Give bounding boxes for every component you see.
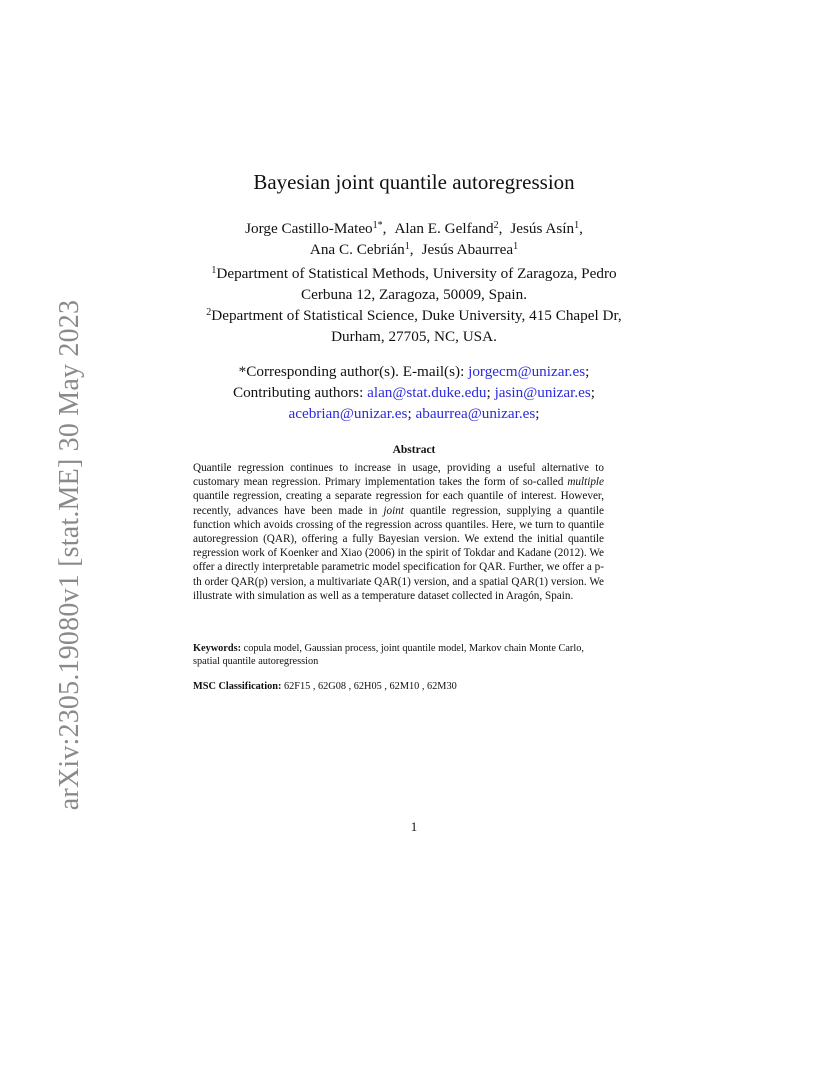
- contributing-label: Contributing authors:: [232, 384, 364, 401]
- author-affiliation-mark: 1: [574, 220, 580, 231]
- author-name: Ana C. Cebrián: [309, 241, 405, 258]
- msc-codes: 62F15 , 62G08 , 62H05 , 62M10 , 62M30: [283, 681, 457, 692]
- corresponding-author-line: *Corresponding author(s). E-mail(s): jorgecm@unizar.es;: [238, 363, 590, 380]
- abstract-part: quantile regression, creating a separate regression for each quantile of interest. However, recently, advances have been made in: [193, 490, 604, 517]
- arxiv-identifier-stamp: arXiv:2305.19080v1 [stat.ME] 30 May 2023: [54, 299, 85, 811]
- author-affiliation-mark: 1*: [372, 220, 383, 231]
- affiliation-text: Department of Statistical Science, Duke University, 415 Chapel Dr,: [211, 307, 622, 324]
- email-link-acebrian[interactable]: acebrian@unizar.es: [288, 405, 408, 422]
- affiliation-1-line-2: Cerbuna 12, Zaragoza, 50009, Spain.: [300, 286, 528, 303]
- author-name: Jorge Castillo-Mateo: [245, 220, 373, 237]
- abstract-heading: Abstract: [392, 444, 436, 456]
- abstract-part: quantile regression, supplying a quantile function which avoids crossing of the regression across quantiles. Here, we turn to quantile autoregression (QAR), offering a fully Bayesian version. We extend the initial quantile regression work of Koenker and Xiao (2006) in the spirit of Tokdar and Kadane (2012). We offer a directly interpretable parametric model specification for QAR. Further, we offer a p-th order QAR(p) version, a multivariate QAR(1) version, and a spatial QAR(1) version. We illustrate with simulation as well as a temperature dataset collected in Aragón, Spain.: [193, 504, 604, 602]
- corresponding-email-link[interactable]: jorgecm@unizar.es: [468, 363, 586, 380]
- paper-title: Bayesian joint quantile autoregression: [253, 170, 575, 194]
- author-affiliation-mark: 1: [404, 241, 410, 252]
- affiliation-mark: 2: [206, 307, 212, 318]
- abstract-emphasis: joint: [383, 504, 404, 517]
- contributing-authors-line-2: acebrian@unizar.es; abaurrea@unizar.es;: [288, 405, 540, 422]
- affiliations: [0, 263, 828, 347]
- author-name: Jesús Abaurrea: [421, 241, 514, 258]
- email-link-alan[interactable]: alan@stat.duke.edu: [367, 384, 487, 401]
- keywords-text: copula model, Gaussian process, joint quantile model, Markov chain Monte Carlo, spatial quantile autoregression: [193, 643, 584, 668]
- author-line-2: Ana C. Cebrián$^1$, Jesús Abaurrea$^1$: [309, 241, 519, 258]
- author-list: [0, 218, 828, 260]
- author-name: Jesús Asín: [510, 220, 575, 237]
- abstract-part: Quantile regression continues to increase in usage, providing a useful alternative to customary mean regression. Primary implementation takes the form of so-called: [193, 462, 604, 489]
- author-affiliation-mark: 1: [513, 241, 519, 252]
- abstract-emphasis: multiple: [567, 476, 604, 489]
- email-link-abaurrea[interactable]: abaurrea@unizar.es: [415, 405, 536, 422]
- abstract-text: [193, 461, 604, 603]
- msc-label: MSC Classification:: [193, 681, 282, 692]
- email-link-jasin[interactable]: jasin@unizar.es: [494, 384, 591, 401]
- affiliation-mark: 1: [211, 265, 217, 276]
- affiliation-2-line-2: Durham, 27705, NC, USA.: [331, 328, 497, 345]
- author-name: Alan E. Gelfand: [394, 220, 494, 237]
- affiliation-text: Department of Statistical Methods, University of Zaragoza, Pedro: [216, 265, 617, 282]
- msc-classification-block: [193, 681, 604, 692]
- keywords-block: [193, 642, 604, 668]
- contact-emails: [0, 361, 828, 424]
- author-line-1: Jorge Castillo-Mateo$^{1*}$, Alan E. Gelfand$^2$, Jesús Asín$^1$,: [245, 220, 583, 237]
- contributing-authors-line-1: Contributing authors: alan@stat.duke.edu; jasin@unizar.es;: [232, 384, 596, 401]
- author-affiliation-mark: 2: [493, 220, 499, 231]
- affiliation-2-line-1: [0, 305, 828, 326]
- page-number: 1: [410, 819, 418, 834]
- affiliation-1-line-1: [0, 263, 828, 284]
- corresponding-label: *Corresponding author(s). E-mail(s):: [238, 363, 465, 380]
- keywords-label: Keywords:: [193, 643, 242, 654]
